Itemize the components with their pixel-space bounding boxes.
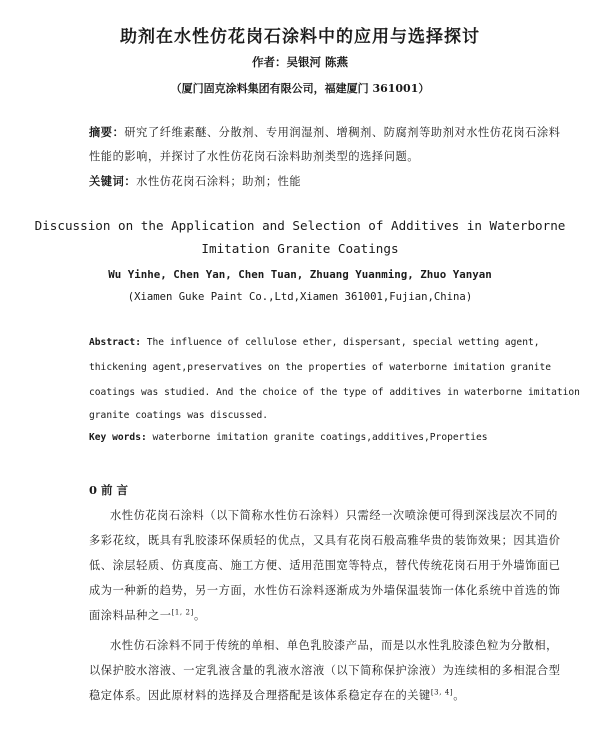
body-line-5	[89, 607, 206, 623]
body-line-6: 水性仿石涂料不同于传统的单相、单色乳胶漆产品，而是以水性乳胶漆色粒为分散相，	[110, 639, 558, 652]
body-line-7: 以保护胶水溶液、一定乳液含量的乳液水溶液（以下简称保护涂液）为连续相的多相混合型	[89, 664, 561, 677]
abstract-cn-line-2: 性能的影响，并探讨了水性仿花岗石涂料助剂类型的选择问题。	[89, 150, 420, 163]
abstract-en-line-2: thickening agent,preservatives on the properties of waterborne imitation granite	[89, 362, 552, 373]
keywords-cn-label: 关键词：	[89, 174, 137, 188]
body-line-8-text: 稳定体系。因此原材料的选择及合理搭配是该体系稳定存在的关键	[89, 689, 431, 702]
abstract-en-text-1: The influence of cellulose ether, dispersant, special wetting agent,	[140, 337, 540, 348]
paper-title-en-line-1: Discussion on the Application and Selection of Additives in Waterborne	[34, 218, 566, 233]
paper-title-cn: 助剂在水性仿花岗石涂料中的应用与选择探讨	[120, 27, 480, 47]
body-line-4: 成为一种新的趋势，另一方面，水性仿石涂料逐渐成为外墙保温装饰一体化系统中首选的饰	[89, 584, 561, 597]
citation-ref: [1, 2]	[171, 608, 194, 617]
abstract-cn-label: 摘要：	[89, 125, 125, 139]
body-line-2: 多彩花纹，既具有乳胶漆环保质轻的优点，又具有花岗石般高雅华贵的装饰效果；因其造价	[89, 534, 561, 547]
authors-cn	[0, 54, 600, 70]
affiliation-cn: （厦门固克涂料集团有限公司，福建厦门 361001）	[170, 82, 430, 95]
body-line-5-end: 。	[193, 609, 206, 622]
abstract-cn-line-1	[89, 124, 561, 140]
abstract-en-line-1	[89, 337, 540, 348]
keywords-en-label: Key words:	[89, 432, 147, 443]
keywords-cn	[89, 173, 301, 189]
section-heading: 0 前 言	[89, 483, 129, 497]
affiliation-en: (Xiamen Guke Paint Co.,Ltd,Xiamen 361001,Fujian,China)	[127, 291, 473, 303]
abstract-cn-text-1: 研究了纤维素醚、分散剂、专用润湿剂、增稠剂、防腐剂等助剂对水性仿花岗石涂料	[124, 126, 561, 139]
keywords-cn-text: 水性仿花岗石涂料；助剂；性能	[136, 175, 302, 188]
body-line-8-end: 。	[453, 689, 466, 702]
keywords-en	[89, 432, 488, 443]
abstract-en-label: Abstract:	[89, 337, 141, 348]
body-line-8	[89, 687, 465, 703]
keywords-en-text: waterborne imitation granite coatings,additives,Properties	[146, 432, 488, 443]
abstract-en-line-4: granite coatings was discussed.	[89, 410, 269, 421]
authors-en: Wu Yinhe, Chen Yan, Chen Tuan, Zhuang Yuanming, Zhuo Yanyan	[108, 268, 492, 281]
authors-cn-names: 吴银河 陈燕	[286, 55, 348, 69]
paper-title-en-line-2: Imitation Granite Coatings	[201, 241, 399, 256]
authors-cn-label: 作者：	[251, 55, 287, 69]
body-line-5-text: 面涂料品种之一	[89, 609, 172, 622]
citation-ref: [3, 4]	[430, 688, 454, 697]
body-line-1: 水性仿花岗石涂料（以下简称水性仿石涂料）只需经一次喷涂便可得到深浅层次不同的	[110, 509, 558, 522]
abstract-en-line-3: coatings was studied. And the choice of the type of additives in waterborne imitation	[89, 387, 580, 398]
body-line-3: 低、涂层轻质、仿真度高、施工方便、适用范围宽等特点，替代传统花岗石用于外墙饰面已	[89, 559, 561, 572]
